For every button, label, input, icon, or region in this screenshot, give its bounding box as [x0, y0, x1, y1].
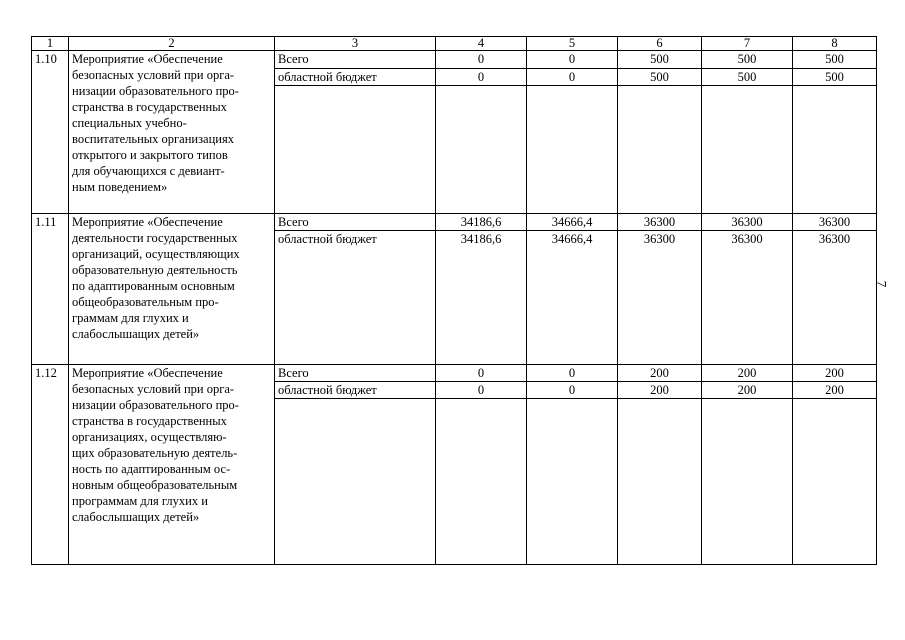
value-cell: 500 — [702, 69, 793, 86]
source-label: областной бюджет — [275, 69, 436, 86]
row-name: Мероприятие «Обеспечение деятельности государственных организаций, осуществляющих образовательную деятельность по адаптированным основным общеобразовательным про- граммам для глухих и слабослышащих детей» — [69, 214, 275, 365]
value-cell: 36300 — [793, 214, 877, 231]
source-label: областной бюджет — [275, 382, 436, 399]
row-id: 1.10 — [32, 51, 69, 214]
value-cell: 500 — [618, 51, 702, 69]
value-cell: 0 — [527, 365, 618, 382]
header-cell: 6 — [618, 37, 702, 51]
value-cell: 36300 — [702, 231, 793, 365]
value-cell: 500 — [793, 69, 877, 86]
source-label: Всего — [275, 365, 436, 382]
source-label: областной бюджет — [275, 231, 436, 365]
value-cell: 36300 — [618, 214, 702, 231]
row-name: Мероприятие «Обеспечение безопасных условий при орга- низации образовательного про- странства в государственных организациях, осуществляю- щих образовательную деятель- ность по адаптированным ос- новным общеобразовательным программам для глухих и слабослышащих детей» — [69, 365, 275, 565]
value-cell: 200 — [702, 365, 793, 382]
value-cell: 200 — [793, 382, 877, 399]
value-cell: 0 — [527, 69, 618, 86]
value-cell: 500 — [618, 69, 702, 86]
page-number: 7 — [874, 280, 890, 288]
header-cell: 3 — [275, 37, 436, 51]
header-cell: 5 — [527, 37, 618, 51]
value-cell: 34186,6 — [436, 231, 527, 365]
value-cell: 0 — [436, 69, 527, 86]
row-name: Мероприятие «Обеспечение безопасных условий при орга- низации образовательного про- странства в государственных специальных учебно- воспитательных организациях открытого и закрытого типов для обучающихся с девиант- ным поведением» — [69, 51, 275, 214]
value-cell: 200 — [618, 382, 702, 399]
value-cell: 0 — [527, 51, 618, 69]
value-cell: 34666,4 — [527, 231, 618, 365]
value-cell: 34666,4 — [527, 214, 618, 231]
value-cell: 36300 — [702, 214, 793, 231]
value-cell: 0 — [436, 382, 527, 399]
row-id: 1.12 — [32, 365, 69, 565]
value-cell: 0 — [527, 382, 618, 399]
source-label: Всего — [275, 214, 436, 231]
value-cell: 36300 — [618, 231, 702, 365]
value-cell: 200 — [702, 382, 793, 399]
table-row — [32, 51, 877, 69]
header-cell: 4 — [436, 37, 527, 51]
budget-table — [31, 36, 877, 565]
header-row — [32, 37, 877, 51]
value-cell: 200 — [618, 365, 702, 382]
value-cell: 500 — [793, 51, 877, 69]
row-id: 1.11 — [32, 214, 69, 365]
header-cell: 2 — [69, 37, 275, 51]
source-label: Всего — [275, 51, 436, 69]
value-cell: 200 — [793, 365, 877, 382]
header-cell: 8 — [793, 37, 877, 51]
value-cell: 500 — [702, 51, 793, 69]
value-cell: 36300 — [793, 231, 877, 365]
table-row — [32, 214, 877, 231]
table-row — [32, 365, 877, 382]
header-cell: 1 — [32, 37, 69, 51]
value-cell: 0 — [436, 365, 527, 382]
header-cell: 7 — [702, 37, 793, 51]
value-cell: 0 — [436, 51, 527, 69]
value-cell: 34186,6 — [436, 214, 527, 231]
